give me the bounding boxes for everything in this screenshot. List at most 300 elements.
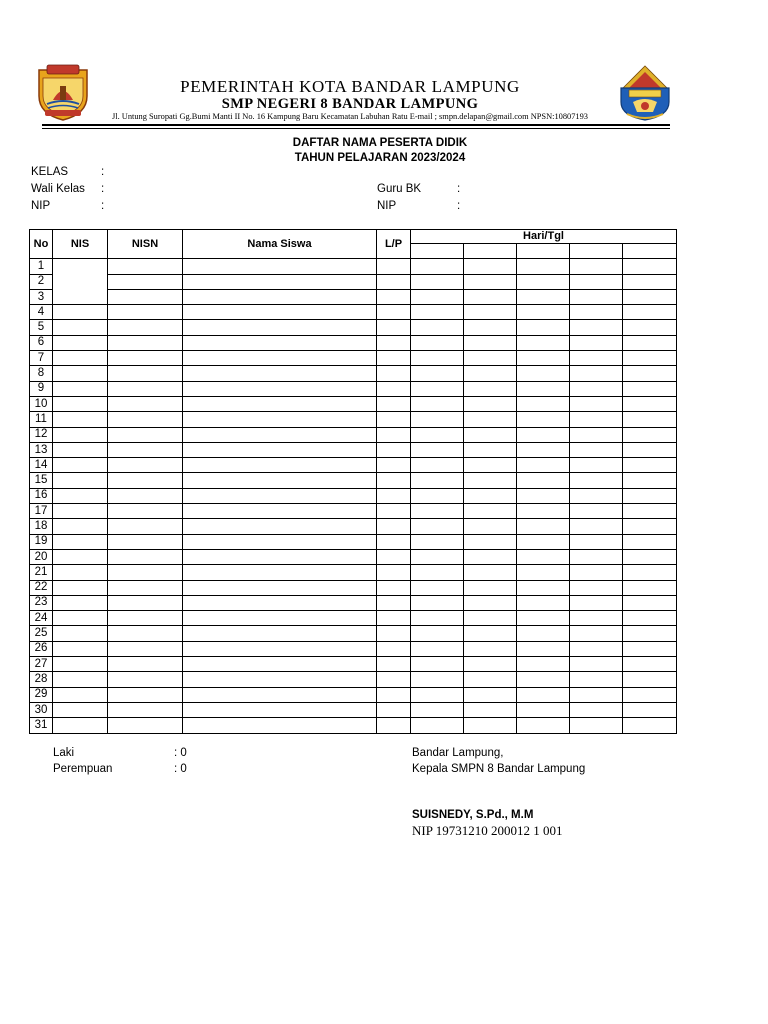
- nama-siswa-cell: [183, 641, 377, 656]
- table-row: [30, 473, 677, 488]
- row-number: 17: [30, 504, 53, 519]
- date-cell-5: [623, 473, 677, 488]
- date-cell-5: [623, 641, 677, 656]
- nama-siswa-cell: [183, 274, 377, 289]
- row-number: 2: [30, 274, 53, 289]
- date-cell-2: [464, 488, 517, 503]
- date-cell-3: [517, 351, 570, 366]
- nis-cell: [53, 672, 108, 687]
- nama-siswa-cell: [183, 687, 377, 702]
- lp-cell: [377, 396, 411, 411]
- table-row: [30, 626, 677, 641]
- date-cell-2: [464, 565, 517, 580]
- row-number: 1: [30, 259, 53, 274]
- date-cell-3: [517, 274, 570, 289]
- row-number: 13: [30, 442, 53, 457]
- nis-cell: [53, 565, 108, 580]
- date-cell-2: [464, 611, 517, 626]
- nis-cell: [53, 595, 108, 610]
- wali-kelas-colon: :: [101, 183, 105, 195]
- nis-cell: [53, 687, 108, 702]
- row-number: 30: [30, 702, 53, 717]
- date-cell-3: [517, 611, 570, 626]
- date-cell-1: [411, 534, 464, 549]
- row-number: 6: [30, 335, 53, 350]
- nis-cell: [53, 381, 108, 396]
- row-number: 26: [30, 641, 53, 656]
- date-cell-5: [623, 580, 677, 595]
- table-row: [30, 549, 677, 564]
- row-number: 11: [30, 412, 53, 427]
- row-number: 14: [30, 458, 53, 473]
- row-number: 3: [30, 289, 53, 304]
- date-cell-1: [411, 259, 464, 274]
- date-cell-1: [411, 519, 464, 534]
- date-cell-3: [517, 412, 570, 427]
- date-cell-1: [411, 381, 464, 396]
- letterhead-rule-thin: [42, 128, 670, 129]
- date-cell-4: [570, 504, 623, 519]
- date-cell-5: [623, 442, 677, 457]
- date-cell-3: [517, 442, 570, 457]
- nis-cell: [53, 641, 108, 656]
- date-cell-2: [464, 534, 517, 549]
- lp-cell: [377, 657, 411, 672]
- date-cell-2: [464, 320, 517, 335]
- table-row: [30, 611, 677, 626]
- date-cell-5: [623, 320, 677, 335]
- nisn-cell: [108, 504, 183, 519]
- nisn-cell: [108, 396, 183, 411]
- date-cell-4: [570, 320, 623, 335]
- nis-cell: [53, 259, 108, 305]
- school-name: SMP NEGERI 8 BANDAR LAMPUNG: [221, 96, 479, 112]
- date-cell-4: [570, 458, 623, 473]
- date-cell-5: [623, 687, 677, 702]
- nis-cell: [53, 351, 108, 366]
- header-no: No: [30, 230, 53, 259]
- date-cell-4: [570, 580, 623, 595]
- nama-siswa-cell: [183, 580, 377, 595]
- date-cell-5: [623, 381, 677, 396]
- school-emblem-logo: [615, 62, 675, 122]
- laki-label: Laki: [53, 747, 75, 759]
- nisn-cell: [108, 687, 183, 702]
- row-number: 18: [30, 519, 53, 534]
- date-cell-4: [570, 702, 623, 717]
- table-row: [30, 595, 677, 610]
- date-cell-5: [623, 488, 677, 503]
- table-row: [30, 672, 677, 687]
- nama-siswa-cell: [183, 442, 377, 457]
- school-address: Jl. Untung Suropati Gg.Bumi Manti II No. 16 Kampung Baru Kecamatan Labuhan Ratu E-mail ; smpn.delapan@gmail.com NPSN:10807193: [112, 112, 588, 121]
- date-cell-4: [570, 396, 623, 411]
- date-cell-4: [570, 519, 623, 534]
- date-cell-5: [623, 274, 677, 289]
- nisn-cell: [108, 442, 183, 457]
- date-cell-3: [517, 687, 570, 702]
- perempuan-label: Perempuan: [53, 763, 113, 775]
- row-number: 16: [30, 488, 53, 503]
- date-cell-4: [570, 412, 623, 427]
- date-cell-4: [570, 259, 623, 274]
- row-number: 23: [30, 595, 53, 610]
- nama-siswa-cell: [183, 381, 377, 396]
- date-cell-2: [464, 549, 517, 564]
- table-row: [30, 335, 677, 350]
- nama-siswa-cell: [183, 718, 377, 733]
- date-cell-5: [623, 611, 677, 626]
- nis-cell: [53, 702, 108, 717]
- nis-cell: [53, 412, 108, 427]
- date-cell-4: [570, 274, 623, 289]
- header-nama-siswa: Nama Siswa: [183, 230, 377, 259]
- table-row: [30, 396, 677, 411]
- lp-cell: [377, 305, 411, 320]
- date-cell-4: [570, 641, 623, 656]
- date-cell-1: [411, 274, 464, 289]
- nis-cell: [53, 442, 108, 457]
- date-cell-5: [623, 396, 677, 411]
- date-cell-2: [464, 672, 517, 687]
- date-cell-5: [623, 626, 677, 641]
- date-cell-1: [411, 335, 464, 350]
- lp-cell: [377, 534, 411, 549]
- date-cell-2: [464, 274, 517, 289]
- date-cell-3: [517, 473, 570, 488]
- date-cell-5: [623, 335, 677, 350]
- row-number: 15: [30, 473, 53, 488]
- date-cell-4: [570, 657, 623, 672]
- date-cell-1: [411, 458, 464, 473]
- date-cell-3: [517, 718, 570, 733]
- lp-cell: [377, 473, 411, 488]
- date-cell-2: [464, 641, 517, 656]
- date-cell-1: [411, 657, 464, 672]
- city-emblem-logo: [33, 62, 93, 122]
- date-cell-5: [623, 519, 677, 534]
- date-cell-1: [411, 611, 464, 626]
- row-number: 4: [30, 305, 53, 320]
- header-date-col-4: [570, 244, 623, 259]
- row-number: 29: [30, 687, 53, 702]
- nis-cell: [53, 320, 108, 335]
- table-row: [30, 687, 677, 702]
- date-cell-3: [517, 641, 570, 656]
- date-cell-4: [570, 565, 623, 580]
- table-row: [30, 657, 677, 672]
- date-cell-2: [464, 305, 517, 320]
- nis-cell: [53, 718, 108, 733]
- nama-siswa-cell: [183, 289, 377, 304]
- nisn-cell: [108, 458, 183, 473]
- lp-cell: [377, 626, 411, 641]
- date-cell-5: [623, 458, 677, 473]
- nama-siswa-cell: [183, 549, 377, 564]
- date-cell-4: [570, 289, 623, 304]
- lp-cell: [377, 611, 411, 626]
- nip-right-colon: :: [457, 200, 461, 212]
- student-roster-table: [29, 229, 677, 734]
- row-number: 24: [30, 611, 53, 626]
- date-cell-5: [623, 657, 677, 672]
- academic-year: TAHUN PELAJARAN 2023/2024: [294, 152, 466, 164]
- date-cell-3: [517, 657, 570, 672]
- date-cell-2: [464, 626, 517, 641]
- nama-siswa-cell: [183, 702, 377, 717]
- nama-siswa-cell: [183, 611, 377, 626]
- nisn-cell: [108, 549, 183, 564]
- row-number: 12: [30, 427, 53, 442]
- nisn-cell: [108, 351, 183, 366]
- date-cell-3: [517, 458, 570, 473]
- table-row: [30, 702, 677, 717]
- date-cell-1: [411, 473, 464, 488]
- table-row: [30, 366, 677, 381]
- date-cell-2: [464, 718, 517, 733]
- lp-cell: [377, 580, 411, 595]
- laki-count: : 0: [174, 747, 187, 759]
- date-cell-2: [464, 412, 517, 427]
- nama-siswa-cell: [183, 458, 377, 473]
- date-cell-5: [623, 289, 677, 304]
- date-cell-2: [464, 458, 517, 473]
- date-cell-1: [411, 626, 464, 641]
- date-cell-4: [570, 549, 623, 564]
- date-cell-4: [570, 595, 623, 610]
- date-cell-1: [411, 320, 464, 335]
- nama-siswa-cell: [183, 396, 377, 411]
- signature-place: Bandar Lampung,: [412, 747, 504, 759]
- lp-cell: [377, 289, 411, 304]
- nisn-cell: [108, 427, 183, 442]
- date-cell-2: [464, 657, 517, 672]
- lp-cell: [377, 718, 411, 733]
- date-cell-2: [464, 289, 517, 304]
- date-cell-5: [623, 504, 677, 519]
- nisn-cell: [108, 611, 183, 626]
- date-cell-1: [411, 412, 464, 427]
- nis-cell: [53, 458, 108, 473]
- date-cell-1: [411, 305, 464, 320]
- nama-siswa-cell: [183, 626, 377, 641]
- date-cell-2: [464, 396, 517, 411]
- header-hari-tgl: Hari/Tgl: [411, 230, 677, 244]
- table-row: [30, 519, 677, 534]
- table-row: [30, 274, 677, 289]
- table-row: [30, 565, 677, 580]
- header-date-col-2: [464, 244, 517, 259]
- date-cell-4: [570, 534, 623, 549]
- row-number: 21: [30, 565, 53, 580]
- row-number: 31: [30, 718, 53, 733]
- nisn-cell: [108, 289, 183, 304]
- nis-cell: [53, 305, 108, 320]
- nama-siswa-cell: [183, 657, 377, 672]
- table-row: [30, 351, 677, 366]
- date-cell-3: [517, 335, 570, 350]
- date-cell-1: [411, 580, 464, 595]
- table-row: [30, 641, 677, 656]
- nis-cell: [53, 488, 108, 503]
- row-number: 9: [30, 381, 53, 396]
- date-cell-3: [517, 549, 570, 564]
- nis-cell: [53, 657, 108, 672]
- guru-bk-colon: :: [457, 183, 461, 195]
- row-number: 27: [30, 657, 53, 672]
- perempuan-count: : 0: [174, 763, 187, 775]
- date-cell-3: [517, 565, 570, 580]
- government-name: PEMERINTAH KOTA BANDAR LAMPUNG: [180, 77, 520, 96]
- nis-cell: [53, 473, 108, 488]
- date-cell-1: [411, 504, 464, 519]
- nama-siswa-cell: [183, 473, 377, 488]
- date-cell-3: [517, 320, 570, 335]
- row-number: 25: [30, 626, 53, 641]
- date-cell-5: [623, 412, 677, 427]
- lp-cell: [377, 381, 411, 396]
- header-date-col-1: [411, 244, 464, 259]
- lp-cell: [377, 702, 411, 717]
- nisn-cell: [108, 595, 183, 610]
- date-cell-4: [570, 427, 623, 442]
- nis-cell: [53, 534, 108, 549]
- roster-body: [30, 259, 677, 733]
- lp-cell: [377, 549, 411, 564]
- date-cell-5: [623, 702, 677, 717]
- nip-left-label: NIP: [31, 200, 51, 212]
- date-cell-3: [517, 488, 570, 503]
- date-cell-1: [411, 396, 464, 411]
- nis-cell: [53, 519, 108, 534]
- table-row: [30, 320, 677, 335]
- date-cell-4: [570, 473, 623, 488]
- lp-cell: [377, 488, 411, 503]
- wali-kelas-label: Wali Kelas: [31, 183, 85, 195]
- date-cell-1: [411, 549, 464, 564]
- row-number: 19: [30, 534, 53, 549]
- date-cell-2: [464, 504, 517, 519]
- date-cell-2: [464, 473, 517, 488]
- nisn-cell: [108, 488, 183, 503]
- date-cell-3: [517, 595, 570, 610]
- date-cell-2: [464, 351, 517, 366]
- lp-cell: [377, 641, 411, 656]
- nis-cell: [53, 396, 108, 411]
- row-number: 10: [30, 396, 53, 411]
- date-cell-4: [570, 687, 623, 702]
- date-cell-1: [411, 289, 464, 304]
- date-cell-4: [570, 351, 623, 366]
- date-cell-4: [570, 626, 623, 641]
- nama-siswa-cell: [183, 412, 377, 427]
- date-cell-5: [623, 549, 677, 564]
- lp-cell: [377, 335, 411, 350]
- nis-cell: [53, 335, 108, 350]
- lp-cell: [377, 565, 411, 580]
- nip-right-label: NIP: [377, 200, 397, 212]
- nama-siswa-cell: [183, 565, 377, 580]
- lp-cell: [377, 442, 411, 457]
- nisn-cell: [108, 274, 183, 289]
- date-cell-5: [623, 427, 677, 442]
- lp-cell: [377, 687, 411, 702]
- nama-siswa-cell: [183, 519, 377, 534]
- row-number: 22: [30, 580, 53, 595]
- date-cell-2: [464, 580, 517, 595]
- lp-cell: [377, 595, 411, 610]
- date-cell-2: [464, 366, 517, 381]
- nisn-cell: [108, 473, 183, 488]
- lp-cell: [377, 458, 411, 473]
- nisn-cell: [108, 641, 183, 656]
- date-cell-2: [464, 687, 517, 702]
- nisn-cell: [108, 412, 183, 427]
- date-cell-3: [517, 519, 570, 534]
- nama-siswa-cell: [183, 366, 377, 381]
- lp-cell: [377, 274, 411, 289]
- header-date-col-3: [517, 244, 570, 259]
- date-cell-5: [623, 351, 677, 366]
- nisn-cell: [108, 580, 183, 595]
- date-cell-1: [411, 595, 464, 610]
- nisn-cell: [108, 534, 183, 549]
- nisn-cell: [108, 672, 183, 687]
- date-cell-5: [623, 565, 677, 580]
- lp-cell: [377, 320, 411, 335]
- date-cell-1: [411, 351, 464, 366]
- nama-siswa-cell: [183, 351, 377, 366]
- table-row: [30, 458, 677, 473]
- table-row: [30, 427, 677, 442]
- nama-siswa-cell: [183, 504, 377, 519]
- date-cell-2: [464, 595, 517, 610]
- nis-cell: [53, 580, 108, 595]
- header-nis: NIS: [53, 230, 108, 259]
- row-number: 20: [30, 549, 53, 564]
- table-row: [30, 718, 677, 733]
- nisn-cell: [108, 702, 183, 717]
- signature-position: Kepala SMPN 8 Bandar Lampung: [412, 763, 586, 775]
- date-cell-5: [623, 718, 677, 733]
- date-cell-1: [411, 641, 464, 656]
- date-cell-1: [411, 672, 464, 687]
- date-cell-5: [623, 305, 677, 320]
- nisn-cell: [108, 381, 183, 396]
- date-cell-4: [570, 305, 623, 320]
- row-number: 28: [30, 672, 53, 687]
- date-cell-2: [464, 381, 517, 396]
- date-cell-1: [411, 488, 464, 503]
- nip-left-colon: :: [101, 200, 105, 212]
- date-cell-2: [464, 259, 517, 274]
- nis-cell: [53, 427, 108, 442]
- date-cell-2: [464, 442, 517, 457]
- nama-siswa-cell: [183, 488, 377, 503]
- nama-siswa-cell: [183, 335, 377, 350]
- date-cell-3: [517, 534, 570, 549]
- nama-siswa-cell: [183, 259, 377, 274]
- date-cell-4: [570, 718, 623, 733]
- nisn-cell: [108, 565, 183, 580]
- nisn-cell: [108, 657, 183, 672]
- date-cell-4: [570, 366, 623, 381]
- guru-bk-label: Guru BK: [377, 183, 422, 195]
- lp-cell: [377, 519, 411, 534]
- nisn-cell: [108, 626, 183, 641]
- date-cell-3: [517, 626, 570, 641]
- nis-cell: [53, 549, 108, 564]
